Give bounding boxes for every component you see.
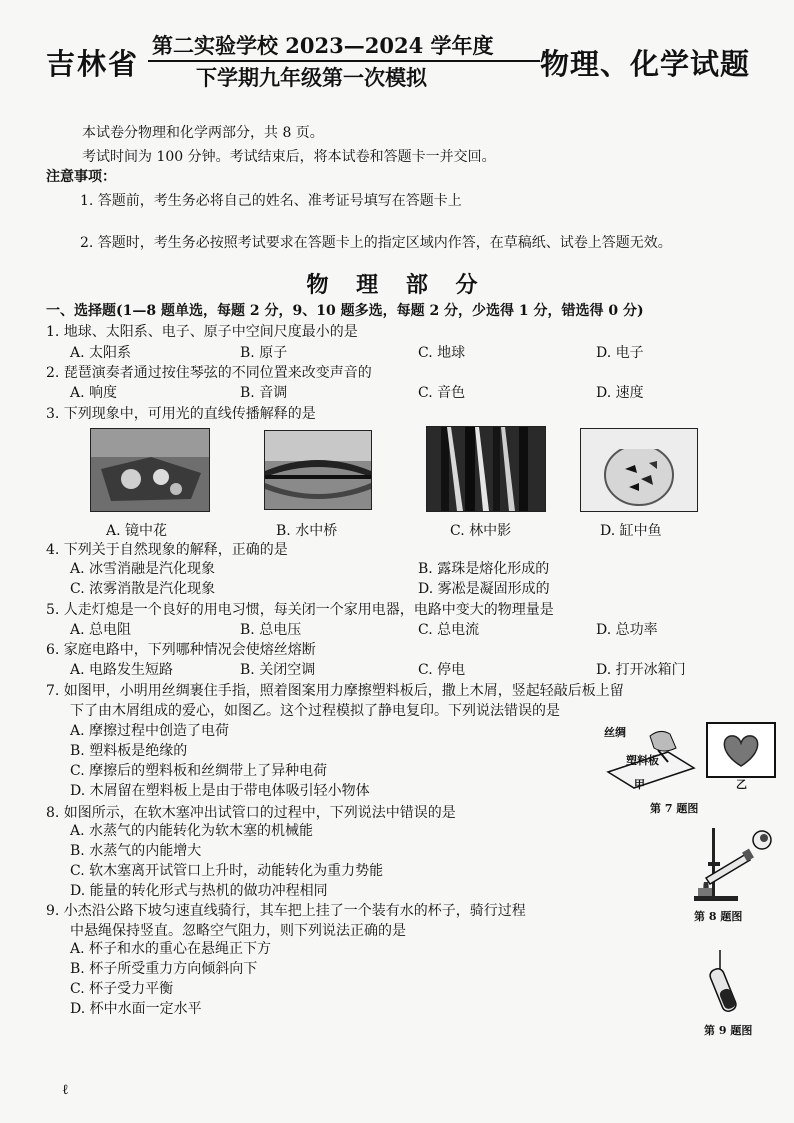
question-7-stem-line-2: 下了由木屑组成的爱心，如图乙。这个过程模拟了静电复印。下列说法错误的是 xyxy=(70,703,560,719)
figure-q7-caption: 第 7 题图 xyxy=(650,802,699,815)
header-exam-name: 下学期九年级第一次模拟 xyxy=(196,65,427,90)
question-9-stem-line-2: 中悬绳保持竖直。忽略空气阻力，则下列说法正确的是 xyxy=(70,923,406,939)
figure-q9-hanging-cup xyxy=(702,948,752,1018)
q2-option-d: D. 速度 xyxy=(596,385,644,401)
q9-option-c: C. 杯子受力平衡 xyxy=(70,981,174,997)
intro-line-2: 考试时间为 100 分钟。考试结束后，将本试卷和答题卡一并交回。 xyxy=(82,149,496,165)
figure-q8-test-tube xyxy=(686,820,778,904)
q1-option-b: B. 原子 xyxy=(240,345,288,361)
q2-option-b: B. 音调 xyxy=(240,385,288,401)
notice-item-2: 2. 答题时，考生务必按照考试要求在答题卡上的指定区域内作答，在草稿纸、试卷上答题无效。 xyxy=(80,235,672,251)
q3-option-c: C. 林中影 xyxy=(450,523,512,539)
q5-option-d: D. 总功率 xyxy=(596,622,658,638)
q7-option-a: A. 摩擦过程中创造了电荷 xyxy=(70,723,230,739)
notice-title: 注意事项： xyxy=(46,169,116,185)
q1-option-d: D. 电子 xyxy=(596,345,644,361)
photo-bridge-reflection xyxy=(264,430,372,510)
q4-option-a: A. 冰雪消融是汽化现象 xyxy=(70,561,216,577)
q7-option-b: B. 塑料板是绝缘的 xyxy=(70,743,188,759)
q8-option-c: C. 软木塞离开试管口上升时，动能转化为重力势能 xyxy=(70,863,384,879)
question-2-stem: 2. 琵琶演奏者通过按住琴弦的不同位置来改变声音的 xyxy=(46,365,372,381)
question-3-stem: 3. 下列现象中，可用光的直线传播解释的是 xyxy=(46,406,316,422)
figure-q7-jia-label: 甲 xyxy=(634,778,645,791)
q6-option-a: A. 电路发生短路 xyxy=(70,662,174,678)
q6-option-d: D. 打开冰箱门 xyxy=(596,662,686,678)
q5-option-a: A. 总电阻 xyxy=(70,622,132,638)
notice-item-1: 1. 答题前，考生务必将自己的姓名、准考证号填写在答题卡上 xyxy=(80,193,462,209)
part1-title: 一、选择题(1—8 题单选，每题 2 分，9、10 题多选，每题 2 分，少选得 1 分，错选得 0 分) xyxy=(46,303,644,319)
footer-stray-mark: ℓ xyxy=(62,1082,69,1098)
photo-forest-shadow xyxy=(426,426,546,512)
q2-option-c: C. 音色 xyxy=(418,385,466,401)
q9-option-d: D. 杯中水面一定水平 xyxy=(70,1001,202,1017)
q1-option-a: A. 太阳系 xyxy=(70,345,132,361)
q8-option-d: D. 能量的转化形式与热机的做功冲程相同 xyxy=(70,883,328,899)
q9-option-a: A. 杯子和水的重心在悬绳正下方 xyxy=(70,941,272,957)
figure-q7-board-label: 塑料板 xyxy=(626,754,659,767)
q3-option-b: B. 水中桥 xyxy=(276,523,338,539)
header-subject: 物理、化学试题 xyxy=(540,47,751,81)
q6-option-b: B. 关闭空调 xyxy=(240,662,316,678)
q1-option-c: C. 地球 xyxy=(418,345,466,361)
header-school-year: 第二实验学校 2023—2024 学年度 xyxy=(152,33,494,58)
q3-option-d: D. 缸中鱼 xyxy=(600,523,662,539)
q5-option-b: B. 总电压 xyxy=(240,622,302,638)
question-5-stem: 5. 人走灯熄是一个良好的用电习惯，每关闭一个家用电器，电路中变大的物理量是 xyxy=(46,602,554,618)
figure-q7-yi xyxy=(706,722,776,778)
q2-option-a: A. 响度 xyxy=(70,385,118,401)
exam-header xyxy=(40,28,780,98)
figure-q8-caption: 第 8 题图 xyxy=(694,910,743,923)
q8-option-a: A. 水蒸气的内能转化为软木塞的机械能 xyxy=(70,823,314,839)
q6-option-c: C. 停电 xyxy=(418,662,466,678)
q7-option-d: D. 木屑留在塑料板上是由于带电体吸引轻小物体 xyxy=(70,783,370,799)
question-4-stem: 4. 下列关于自然现象的解释，正确的是 xyxy=(46,542,288,558)
section-title: 物 理 部 分 xyxy=(306,272,488,298)
q4-option-b: B. 露珠是熔化形成的 xyxy=(418,561,550,577)
header-province: 吉林省 xyxy=(46,47,140,81)
question-8-stem: 8. 如图所示，在软木塞冲出试管口的过程中，下列说法中错误的是 xyxy=(46,805,456,821)
q8-option-b: B. 水蒸气的内能增大 xyxy=(70,843,202,859)
figure-q7-silk-label: 丝绸 xyxy=(604,726,626,739)
q4-option-c: C. 浓雾消散是汽化现象 xyxy=(70,581,216,597)
intro-line-1: 本试卷分物理和化学两部分，共 8 页。 xyxy=(82,125,324,141)
figure-q7-yi-label: 乙 xyxy=(736,778,747,791)
q9-option-b: B. 杯子所受重力方向倾斜向下 xyxy=(70,961,258,977)
question-6-stem: 6. 家庭电路中，下列哪种情况会使熔丝熔断 xyxy=(46,642,316,658)
figure-q9-caption: 第 9 题图 xyxy=(704,1024,753,1037)
question-9-stem-line-1: 9. 小杰沿公路下坡匀速直线骑行，其车把上挂了一个装有水的杯子，骑行过程 xyxy=(46,903,526,919)
q5-option-c: C. 总电流 xyxy=(418,622,480,638)
photo-mirror-flower xyxy=(90,428,210,512)
q3-option-a: A. 镜中花 xyxy=(106,523,168,539)
question-7-stem-line-1: 7. 如图甲，小明用丝绸裹住手指，照着图案用力摩擦塑料板后，撒上木屑，竖起轻敲后板上留 xyxy=(46,683,624,699)
q7-option-c: C. 摩擦后的塑料板和丝绸带上了异种电荷 xyxy=(70,763,328,779)
question-1-stem: 1. 地球、太阳系、电子、原子中空间尺度最小的是 xyxy=(46,324,358,340)
photo-fish-bowl xyxy=(580,428,698,512)
q4-option-d: D. 雾凇是凝固形成的 xyxy=(418,581,550,597)
